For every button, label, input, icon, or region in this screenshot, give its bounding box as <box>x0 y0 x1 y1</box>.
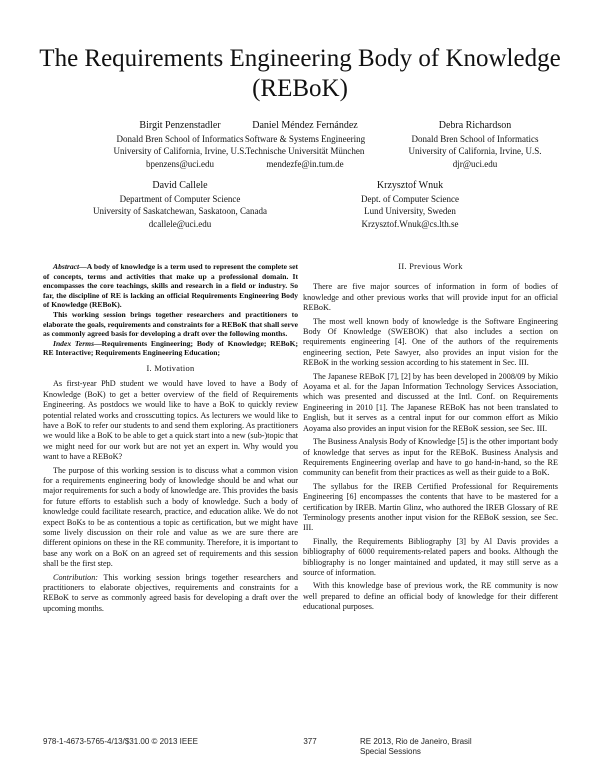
author-email: dcallele@uci.edu <box>148 218 212 229</box>
section-heading: II. Previous Work <box>398 262 463 271</box>
paragraph: The Business Analysis Body of Knowledge [5] is the other important body of knowledge that serves as input for the REBoK. Business Analysis and Requirements Engineering overlap and have to go hand-in-hand, so the RE community can benefit from their practices as well as their guide to a BoK. <box>303 437 558 478</box>
venue-line: Special Sessions <box>360 747 421 756</box>
footer-venue <box>360 737 472 757</box>
author-name: Krzysztof Wnuk <box>376 180 444 191</box>
footer-isbn: 978-1-4673-5765-4/13/$31.00 © 2013 IEEE <box>43 737 198 746</box>
author-dept: Software & Systems Engineering <box>244 133 366 144</box>
author-block <box>395 120 555 170</box>
author-dept: Department of Computer Science <box>119 193 241 204</box>
contribution-text: This working session brings together researchers and practitioners to elaborate objectives, requirements and constraints for a REBoK to serve as commonly agreed basis for developing a draft over the upcoming months. <box>43 572 298 613</box>
author-name: David Callele <box>152 180 208 191</box>
paragraph: The most well known body of knowledge is the Software Engineering Body Of Knowledge (SWEBOK) that also includes a section on requirements engineering [4]. One of the authors of the requirements engineering section, Pete Sawyer, also provides an input vision for the REBoK in the working session according to his statement in Sec. III. <box>303 316 558 368</box>
author-affiliation: University of California, Irvine, U.S. <box>408 146 542 156</box>
paragraph: The Japanese REBoK [7], [2] by has been developed in 2008/09 by Mikio Aoyama et al. for the Japan Information Technology Services Association, which was presented and discussed at the Intl. Conf. on Requirements Engineering in 2010 [1]. The Japanese REBoK has not been translated to English, but it serves as a central input for our common effort as Mikio Aoyama also provides an input vision for the REBoK session, see Sec. III. <box>303 371 558 433</box>
paragraph: The syllabus for the IREB Certified Professional for Requirements Engineering [6] encompasses the contents that have to be mastered for a certification by IREB. Martin Glinz, who authored the IREB Glossary of RE Terminology presents another input vision for the REBoK session, see Sec. III. <box>303 481 558 533</box>
venue-line: RE 2013, Rio de Janeiro, Brasil <box>360 737 472 746</box>
paragraph: Finally, the Requirements Bibliography [3] by Al Davis provides a bibliography of 6000 requirements-related papers and books. Although the bibliography is no longer maintained and updated, it may still serve as a source of information. <box>303 536 558 577</box>
author-email: bpenzens@uci.edu <box>145 158 214 169</box>
right-column <box>303 262 558 613</box>
abstract-paragraph-2: This working session brings together researchers and practitioners to elaborate the goals, requirements and constraints for a REBoK that shall serve as commonly agreed basis for developing a draft over the following months. <box>43 309 298 339</box>
author-affiliation: University of Saskatchewan, Saskatoon, Canada <box>93 206 267 216</box>
author-email: Krzysztof.Wnuk@cs.lth.se <box>361 218 459 229</box>
paragraph <box>43 573 298 615</box>
paper-title: The Requirements Engineering Body of Knowledge (REBoK) <box>39 45 561 102</box>
section-heading: I. Motivation <box>146 363 195 373</box>
author-affiliation: University of California, Irvine, U.S. <box>113 146 247 156</box>
paragraph: As first-year PhD student we would have loved to have a Body of Knowledge (BoK) to get a better overview of the field of Requirements Engineering. As postdocs we would like to have a BoK to quickly review potential related works and crosscutting topics. As lecturers we would like to have a BoK to refer our students to and send them exploring. As practitioners we would like a BoK to be able to get a quick start into a new (sub-)topic that we might need for our work but are not yet an expert in. Why would you want to have a REBoK? <box>43 379 298 462</box>
author-dept: Donald Bren School of Informatics <box>411 133 539 144</box>
paragraph: The purpose of this working session is to discuss what a common vision for a requirements engineering body of knowledge should be and what our major requirements for such a body of knowledge are. This provides the basis for future efforts to establish such a body of knowledge. Such a body of knowledge could facilitate research, practice, and education alike. We do not expect BoKs to be as contentious a topic as certification, but we might have some lively discussion on their role and value as we are sure there are different opinions on these in the RE community. Therefore, it is important to base any work on a BoK on an agreed set of requirements and this session shall be the first step. <box>43 465 298 569</box>
author-block <box>230 120 380 170</box>
author-name: Daniel Méndez Fernández <box>252 120 358 131</box>
author-name: Debra Richardson <box>438 120 512 131</box>
author-name: Birgit Penzenstadler <box>139 120 221 131</box>
index-terms <box>43 339 298 358</box>
author-block <box>330 180 490 230</box>
footer-page-number: 377 <box>303 737 317 746</box>
left-column <box>43 262 298 614</box>
abstract <box>43 262 298 310</box>
paragraph: There are five major sources of information in form of bodies of knowledge and other previous works that will provide input for an official REBoK. <box>303 282 558 313</box>
author-affiliation: Technische Universität München <box>245 146 365 156</box>
author-affiliation: Lund University, Sweden <box>364 206 456 216</box>
index-terms-text: —Requirements Engineering; Body of Knowledge; REBoK; RE Interactive; Requirements Engineering Education; <box>43 338 299 358</box>
author-email: djr@uci.edu <box>452 158 498 169</box>
author-dept: Donald Bren School of Informatics <box>116 133 244 144</box>
paragraph: With this knowledge base of previous work, the RE community is now well prepared to define an official body of knowledge for their different educational purposes. <box>303 581 558 612</box>
author-email: mendezfe@in.tum.de <box>266 158 344 169</box>
contribution-label: Contribution: <box>53 572 99 582</box>
author-block <box>70 180 290 230</box>
abstract-label: Abstract <box>53 262 80 271</box>
author-dept: Dept. of Computer Science <box>361 193 459 204</box>
abstract-text: —A body of knowledge is a term used to represent the complete set of concepts, terms and activities that make up a professional domain. It encompasses the core teachings, skills and research in a field or industry. So far, the discipline of RE is lacking an official Requirements Engineering Body of Knowledge (REBoK). <box>43 262 298 310</box>
index-terms-label: Index Terms <box>53 338 95 348</box>
